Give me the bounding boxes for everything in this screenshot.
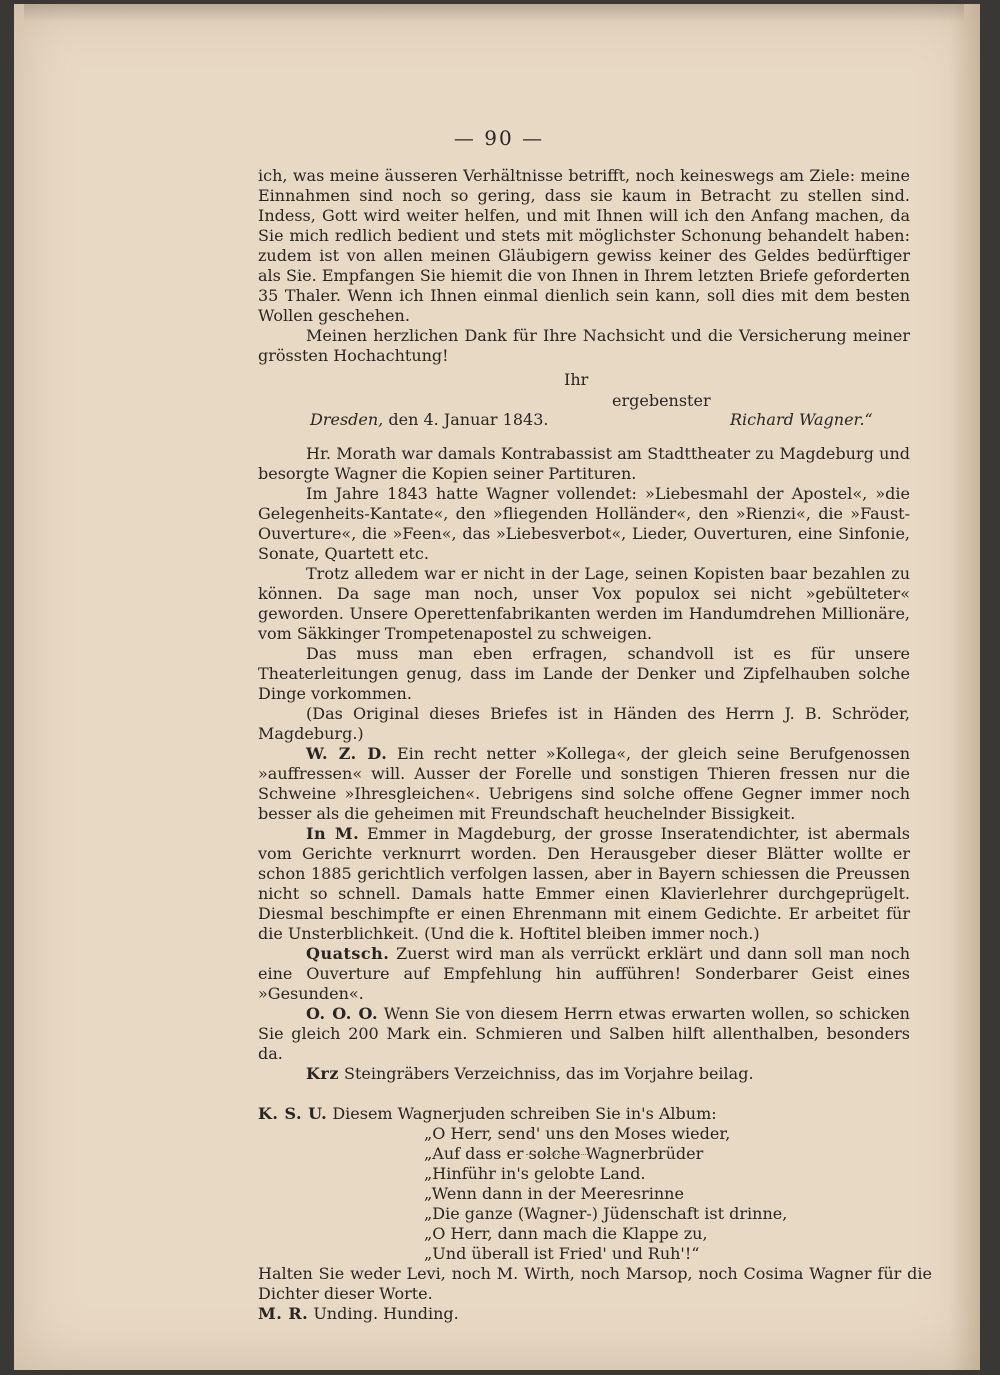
paragraph-morath: Hr. Morath war damals Kontrabassist am Stadttheater zu Magdeburg und besorgte Wagner die Kopien seiner Partituren. xyxy=(258,444,910,483)
page-body xyxy=(258,166,932,1324)
poem-line: „Wenn dann in der Meeresrinne xyxy=(424,1184,684,1203)
letter-signature: Richard Wagner.“ xyxy=(730,410,873,429)
reply-label: W. Z. D. xyxy=(306,744,388,763)
poem-line: „Hinführ in's gelobte Land. xyxy=(424,1164,646,1183)
reply-quatsch xyxy=(258,944,910,1004)
poem-line: „Und überall ist Fried' und Ruh'!“ xyxy=(424,1244,700,1263)
reply-label: M. R. xyxy=(258,1304,309,1323)
reply-text: Steingräbers Verzeichniss, das im Vorjahre beilag. xyxy=(344,1064,754,1083)
paragraph-theaterleitungen: Das muss man eben erfragen, schandvoll ist es für unsere Theaterleitungen genug, dass im Lande der Denker und Zipfelhauben solche Dinge vorkommen. xyxy=(258,644,910,703)
reply-label: Krz xyxy=(306,1064,339,1083)
letter-paragraph: ich, was meine äusseren Verhältnisse betrifft, noch keineswegs am Ziele: meine Einnahmen sind noch so gering, dass sie kaum in Betracht zu stellen sind. Indess, Gott wird weiter helfen, und mit Ihnen will ich den Anfang machen, da Sie mich redlich bedient und stets mit möglichster Schonung behandelt haben: zudem ist von allen meinen Gläubigern gewiss keiner des Geldes bedürftiger als Sie. Empfangen Sie hiemit die von Ihnen in Ihrem letzten Briefe geforderten 35 Thaler. Wenn ich Ihnen einmal dienlich sein kann, soll dies mit dem besten Wollen geschehen. xyxy=(258,166,910,325)
page-edge-stain xyxy=(24,4,964,22)
paragraph-original-note: (Das Original dieses Briefes ist in Händen des Herrn J. B. Schröder, Magdeburg.) xyxy=(258,704,910,743)
reply-text: Emmer in Magdeburg, der grosse Inseratendichter, ist abermals vom Gerichte verknurrt worden. Den Herausgeber dieser Blätter wollte er schon 1885 gerichtlich verfolgen lassen, aber in Bayern schiessen die Preussen nicht so schnell. Damals hatte Emmer einen Klavierlehrer durchgeprügelt. Diesmal beschimpfte er einen Ehrenmann mit einem Gedichte. Er arbeitet für die Unsterblichkeit. (Und die k. Hoftitel bleiben immer noch.) xyxy=(258,824,911,943)
page-gutter-shadow xyxy=(950,4,980,1370)
reply-label: Quatsch. xyxy=(306,944,390,963)
reply-text: Wenn Sie von diesem Herrn etwas erwarten wollen, so schicken Sie gleich 200 Mark ein. Schmieren und Salben hilft allenthalben, besonders da. xyxy=(258,1004,910,1063)
paragraph-kopisten: Trotz alledem war er nicht in der Lage, seinen Kopisten baar bezahlen zu können. Da sage man noch, unser Vox populox sei nicht »gebülteter« geworden. Unsere Operettenfabrikanten werden im Handumdrehen Millionäre, vom Säkkinger Trompetenapostel zu schweigen. xyxy=(258,564,910,643)
spacer xyxy=(258,432,910,444)
reply-label: In M. xyxy=(306,824,360,843)
letter-ihr: Ihr xyxy=(564,370,589,389)
poem-line: „Auf dass er solche Wagnerbrüder xyxy=(424,1144,704,1163)
letter-closing-paragraph: Meinen herzlichen Dank für Ihre Nachsicht und die Versicherung meiner grössten Hochachtung! xyxy=(258,326,910,365)
reply-text: Zuerst wird man als verrückt erklärt und dann soll man noch eine Ouverture auf Empfehlung hin aufführen! Sonderbarer Geist eines »Gesunden«. xyxy=(258,944,911,1003)
page xyxy=(14,4,980,1370)
letter-ergebenster: ergebenster xyxy=(612,391,711,410)
reply-ksu xyxy=(258,1104,910,1124)
end-ornament xyxy=(526,1154,592,1157)
reply-mr xyxy=(258,1304,910,1324)
page-number: — 90 — xyxy=(453,126,545,150)
reply-label: K. S. U. xyxy=(258,1104,328,1123)
spacer xyxy=(258,1084,910,1104)
reply-text: Diesem Wagnerjuden schreiben Sie in's Album: xyxy=(332,1104,717,1123)
letter-signature-block xyxy=(258,366,910,432)
poem-line: „Die ganze (Wagner-) Jüdenschaft ist drinne, xyxy=(424,1204,788,1223)
paragraph-works: Im Jahre 1843 hatte Wagner vollendet: »Liebesmahl der Apostel«, »die Gelegenheits-Kantate«, den »fliegenden Holländer«, den »Rienzi«, die »Faust-Ouverture«, die »Feen«, das »Liebesverbot«, Lieder, Ouverturen, eine Sinfonie, Sonate, Quartett etc. xyxy=(258,484,910,563)
letter-place: Dresden, xyxy=(310,410,384,429)
letter-date: den 4. Januar 1843. xyxy=(388,410,549,429)
poem xyxy=(424,1124,910,1264)
poem-closing-note: Halten Sie weder Levi, noch M. Wirth, noch Marsop, noch Cosima Wagner für die Dichter dieser Worte. xyxy=(258,1264,932,1303)
reply-krz xyxy=(258,1064,910,1084)
poem-line: „O Herr, dann mach die Klappe zu, xyxy=(424,1224,708,1243)
reply-label: O. O. O. xyxy=(306,1004,379,1023)
reply-in-m xyxy=(258,824,910,944)
reply-text: Ein recht netter »Kollega«, der gleich seine Berufgenossen »auffressen« will. Ausser der Forelle und sonstigen Thieren fressen nur die Schweine »Ihresgleichen«. Uebrigens sind solche offene Gegner immer noch besser als die geheimen mit Freundschaft heuchelnder Bissigkeit. xyxy=(258,744,911,823)
reply-text: Unding. Hunding. xyxy=(313,1304,459,1323)
reply-wzd xyxy=(258,744,910,824)
poem-line: „O Herr, send' uns den Moses wieder, xyxy=(424,1124,731,1143)
reply-ooo xyxy=(258,1004,910,1064)
letter-place-date xyxy=(310,410,548,430)
